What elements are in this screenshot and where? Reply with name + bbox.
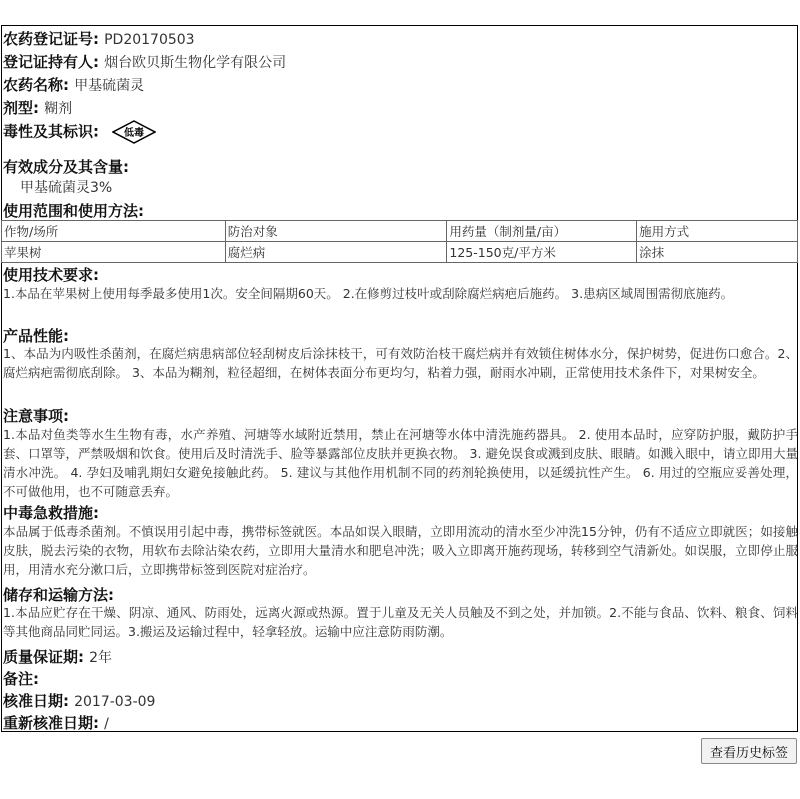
reg-no-line	[3, 28, 195, 49]
tech-text: 1.本品在苹果树上使用每季最多使用1次。安全间隔期60天。 2.在修剪过枝叶或刮除腐烂病疤后施药。 3.患病区域周围需彻底施药。	[3, 286, 734, 301]
form-value: 糊剂	[44, 101, 73, 117]
low-toxicity-diamond-icon	[112, 120, 156, 144]
cell-target: 腐烂病	[225, 242, 447, 263]
holder-value: 烟台欧贝斯生物化学有限公司	[104, 55, 287, 71]
approval-line	[3, 690, 155, 711]
form-label: 剂型:	[3, 99, 39, 117]
reg-no-value: PD20170503	[104, 32, 195, 48]
toxicity-line	[3, 120, 156, 144]
performance-text: 1、本品为内吸性杀菌剂，在腐烂病患病部位轻刮树皮后涂抹枝干，可有效防治枝干腐烂病并有效锁住树体水分，保护树势，促进伤口愈合。2、腐烂病疤需彻底刮除。 3、本品为糊剂，粒径超细，在树体表面分布更均匀，粘着力强，耐雨水冲刷，正常使用技术条件下，对果树安全。	[3, 346, 798, 380]
view-history-labels-button[interactable]: 查看历史标签	[701, 738, 797, 764]
form-line	[3, 97, 72, 118]
notes-heading	[3, 405, 69, 426]
firstaid-label: 中毒急救措施:	[3, 504, 99, 522]
name-label: 农药名称:	[3, 76, 69, 94]
storage-text: 1.本品应贮存在干燥、阴凉、通风、防雨处，远离火源或热源。置于儿童及无关人员触及不到之处，并加锁。2.不能与食品、饮料、粮食、饲料等其他商品同贮同运。3.搬运及运输过程中，轻拿轻放。运输中应注意防雨防潮。	[3, 605, 798, 639]
storage-heading	[3, 584, 114, 605]
notes-label: 注意事项:	[3, 407, 69, 425]
warranty-label: 质量保证期:	[3, 648, 84, 666]
warranty-line	[3, 646, 112, 667]
toxicity-label: 毒性及其标识:	[3, 122, 99, 141]
firstaid-text: 本品属于低毒杀菌剂。不慎误用引起中毒，携带标签就医。本品如误入眼睛，立即用流动的清水至少冲洗15分钟，仍有不适应立即就医；如接触皮肤，脱去污染的衣物，用软布去除沾染农药，立即用大量清水和肥皂冲洗；吸入立即离开施药现场，转移到空气清新处。如误服，立即停止服用，用清水充分漱口后，立即携带标签到医院对症治疗。	[3, 524, 798, 577]
header-crop: 作物/场所	[2, 221, 226, 242]
remarks-label: 备注:	[3, 670, 39, 688]
ingredients-label: 有效成分及其含量:	[3, 158, 129, 176]
table-row	[2, 242, 798, 263]
usage-header-row	[2, 221, 798, 242]
toxicity-badge-text: 低毒	[124, 128, 145, 139]
notes-text: 1.本品对鱼类等水生生物有毒，水产养殖、河塘等水域附近禁用，禁止在河塘等水体中清洗施药器具。 2. 使用本品时，应穿防护服，戴防护手套、口罩等，严禁吸烟和饮食。使用后及时清洗手、脸等暴露部位皮肤并更换衣物。 3. 避免误食或溅到皮肤、眼睛。如溅入眼中，请立即用大量清水冲洗。 4. 孕妇及哺乳期妇女避免接触此药。 5. 建议与其他作用机制不同的药剂轮换使用，以延缓抗性产生。 6. 用过的空瓶应妥善处理，不可做他用，也不可随意丢弃。	[3, 427, 798, 499]
usage-label: 使用范围和使用方法:	[3, 202, 144, 220]
ingredients-heading	[3, 156, 129, 177]
remarks-line	[3, 668, 39, 689]
reg-no-label: 农药登记证号:	[3, 30, 99, 48]
reapproval-line	[3, 712, 109, 733]
holder-label: 登记证持有人:	[3, 53, 99, 71]
cell-dosage: 125-150克/平方米	[447, 242, 637, 263]
holder-line	[3, 51, 286, 72]
header-method: 施用方式	[637, 221, 798, 242]
name-line	[3, 74, 144, 95]
tech-heading	[3, 264, 99, 285]
cell-method: 涂抹	[637, 242, 798, 263]
ingredients-line	[20, 177, 112, 197]
approval-value: 2017-03-09	[74, 694, 156, 710]
cell-crop: 苹果树	[2, 242, 226, 263]
usage-table	[1, 220, 798, 263]
warranty-value: 2年	[89, 650, 113, 666]
firstaid-heading	[3, 502, 99, 523]
approval-label: 核准日期:	[3, 692, 69, 710]
header-dosage: 用药量（制剂量/亩）	[447, 221, 637, 242]
name-value: 甲基硫菌灵	[74, 78, 145, 94]
tech-label: 使用技术要求:	[3, 266, 99, 284]
reapproval-label: 重新核准日期:	[3, 714, 99, 732]
reapproval-value: /	[104, 716, 109, 732]
performance-label: 产品性能:	[3, 327, 69, 345]
usage-heading	[3, 200, 144, 221]
storage-label: 储存和运输方法:	[3, 586, 114, 604]
ingredients-value: 甲基硫菌灵3%	[20, 180, 113, 196]
performance-heading	[3, 325, 69, 346]
header-target: 防治对象	[225, 221, 447, 242]
